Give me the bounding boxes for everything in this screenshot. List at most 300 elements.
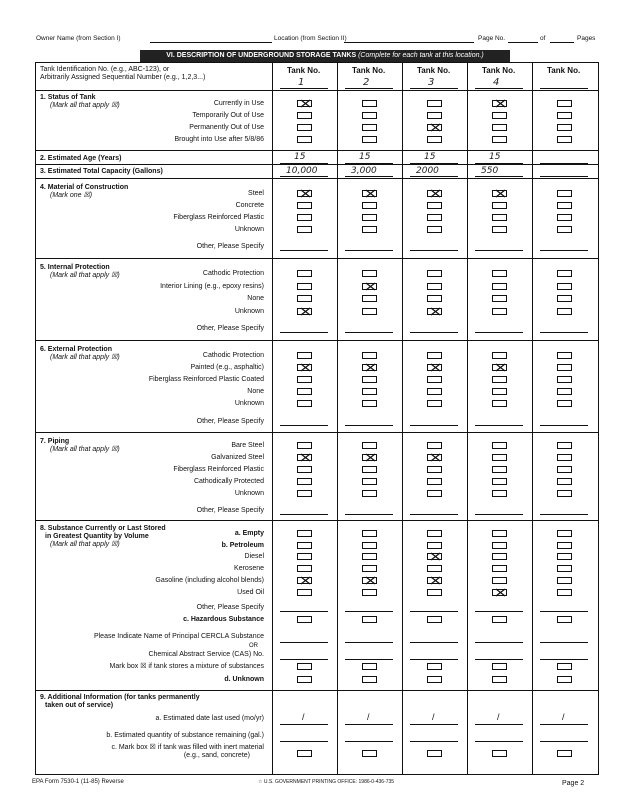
internal-protection-checkbox[interactable] [362, 295, 377, 302]
section-title: VI. DESCRIPTION OF UNDERGROUND STORAGE TANKS [166, 52, 357, 59]
row-divider [35, 90, 599, 91]
external-protection-other-field[interactable] [410, 418, 458, 426]
mixture-checkbox[interactable] [427, 663, 442, 670]
material-note: (Mark one ☒) [50, 192, 93, 199]
mixture-checkbox[interactable] [557, 663, 572, 670]
piping-title: 7. Piping [40, 438, 70, 445]
column-divider-tank-1 [272, 62, 273, 775]
material-checkbox[interactable] [362, 226, 377, 233]
status-checkbox[interactable] [557, 124, 572, 131]
material-checkbox[interactable] [362, 202, 377, 209]
capacity-field[interactable] [410, 169, 458, 177]
page-no-field[interactable] [508, 42, 538, 43]
internal-protection-checkbox[interactable] [362, 283, 377, 290]
external-protection-checkbox[interactable] [362, 364, 377, 371]
petroleum-option-label: Used Oil [237, 589, 264, 596]
empty-checkbox[interactable] [492, 530, 507, 537]
internal-protection-checkbox[interactable] [297, 295, 312, 302]
external-protection-checkbox[interactable] [427, 352, 442, 359]
piping-checkbox[interactable] [492, 442, 507, 449]
capacity-field[interactable] [540, 169, 588, 177]
internal-protection-other-field[interactable] [540, 325, 588, 333]
internal-protection-option-label: None [247, 295, 264, 302]
external-protection-other-field[interactable] [280, 418, 328, 426]
material-checkbox[interactable] [297, 190, 312, 197]
material-other-field[interactable] [540, 243, 588, 251]
status-checkbox[interactable] [427, 124, 442, 131]
substance-title: 8. Substance Currently or Last Stored [40, 525, 166, 532]
internal-protection-checkbox[interactable] [492, 295, 507, 302]
external-protection-option-label: Cathodic Protection [202, 352, 264, 359]
mixture-checkbox[interactable] [362, 663, 377, 670]
material-other-field[interactable] [475, 243, 523, 251]
status-option-label: Currently in Use [213, 100, 264, 107]
row-divider [35, 164, 599, 165]
piping-checkbox[interactable] [492, 466, 507, 473]
cercla-field[interactable] [475, 635, 523, 643]
hazardous-label: c. Hazardous Substance [183, 616, 264, 623]
status-checkbox[interactable] [557, 112, 572, 119]
tank-number-field[interactable] [540, 88, 588, 89]
piping-checkbox[interactable] [362, 490, 377, 497]
external-protection-other-field[interactable] [345, 418, 393, 426]
hazardous-checkbox[interactable] [492, 616, 507, 623]
external-protection-checkbox[interactable] [427, 400, 442, 407]
petroleum-other-field[interactable] [540, 604, 588, 612]
internal-protection-checkbox[interactable] [557, 295, 572, 302]
tank-no-header: Tank No. [417, 66, 451, 75]
material-other-field[interactable] [345, 243, 393, 251]
unknown-substance-checkbox[interactable] [362, 676, 377, 683]
tank-number-field[interactable] [280, 88, 328, 89]
external-protection-checkbox[interactable] [362, 388, 377, 395]
row-divider [35, 432, 599, 433]
internal-protection-checkbox[interactable] [427, 295, 442, 302]
status-checkbox[interactable] [297, 112, 312, 119]
external-protection-option-label: None [247, 388, 264, 395]
petroleum-option-checkbox[interactable] [427, 577, 442, 584]
internal-protection-checkbox[interactable] [492, 308, 507, 315]
quantity-remaining-field[interactable] [280, 734, 328, 742]
piping-other-field[interactable] [280, 507, 328, 515]
external-protection-option-label: Unknown [234, 400, 264, 407]
piping-checkbox[interactable] [427, 466, 442, 473]
internal-protection-checkbox[interactable] [427, 270, 442, 277]
empty-checkbox[interactable] [297, 530, 312, 537]
inert-fill-checkbox[interactable] [492, 750, 507, 757]
material-checkbox[interactable] [362, 214, 377, 221]
piping-checkbox[interactable] [557, 454, 572, 461]
piping-other-field[interactable] [540, 507, 588, 515]
estimated-age-field[interactable] [345, 156, 393, 164]
status-option-label: Permanently Out of Use [189, 124, 264, 131]
external-protection-checkbox[interactable] [297, 400, 312, 407]
petroleum-option-label: Gasoline (including alcohol blends) [155, 577, 264, 584]
piping-checkbox[interactable] [297, 490, 312, 497]
internal-protection-other-field[interactable] [280, 325, 328, 333]
material-checkbox[interactable] [427, 190, 442, 197]
piping-checkbox[interactable] [492, 454, 507, 461]
status-checkbox[interactable] [492, 124, 507, 131]
piping-option-label: Galvanized Steel [211, 454, 264, 461]
checkmark-x-icon [428, 576, 443, 585]
section-banner [140, 50, 510, 62]
status-checkbox[interactable] [427, 112, 442, 119]
internal-protection-checkbox[interactable] [557, 270, 572, 277]
piping-other-label: Other, Please Specify [196, 507, 264, 514]
page-count-field[interactable] [550, 42, 574, 43]
petroleum-option-checkbox[interactable] [362, 577, 377, 584]
checkmark-x-icon [428, 552, 443, 561]
external-protection-checkbox[interactable] [557, 376, 572, 383]
piping-checkbox[interactable] [297, 478, 312, 485]
material-checkbox[interactable] [297, 214, 312, 221]
petroleum-option-checkbox[interactable] [427, 553, 442, 560]
external-protection-option-label: Fiberglass Reinforced Plastic Coated [148, 376, 264, 383]
estimated-age-field[interactable] [410, 156, 458, 164]
tank-no-header: Tank No. [482, 66, 516, 75]
cercla-field[interactable] [280, 635, 328, 643]
unknown-substance-checkbox[interactable] [557, 676, 572, 683]
petroleum-checkbox[interactable] [362, 542, 377, 549]
material-checkbox[interactable] [492, 190, 507, 197]
external-protection-checkbox[interactable] [492, 400, 507, 407]
petroleum-option-checkbox[interactable] [297, 589, 312, 596]
material-option-label: Unknown [234, 226, 264, 233]
status-checkbox[interactable] [557, 136, 572, 143]
status-checkbox[interactable] [362, 112, 377, 119]
external-protection-other-field[interactable] [540, 418, 588, 426]
tank-number-field[interactable] [475, 88, 523, 89]
external-protection-checkbox[interactable] [557, 388, 572, 395]
petroleum-option-checkbox[interactable] [427, 589, 442, 596]
cas-field[interactable] [345, 652, 393, 660]
checkmark-x-icon [298, 99, 313, 108]
unknown-substance-checkbox[interactable] [492, 676, 507, 683]
tank-number-value: 4 [493, 77, 500, 88]
internal-protection-option-label: Unknown [234, 308, 264, 315]
estimated-age-field[interactable] [540, 156, 588, 164]
empty-checkbox[interactable] [427, 530, 442, 537]
piping-checkbox[interactable] [427, 478, 442, 485]
material-checkbox[interactable] [492, 214, 507, 221]
inert-fill-checkbox[interactable] [297, 750, 312, 757]
checkmark-x-icon [493, 99, 508, 108]
tank-id-label-2: Arbitrarily Assigned Sequential Number (e.g., 1,2,3...) [40, 74, 206, 81]
status-checkbox[interactable] [362, 100, 377, 107]
petroleum-option-checkbox[interactable] [492, 565, 507, 572]
internal-protection-checkbox[interactable] [297, 283, 312, 290]
internal-protection-checkbox[interactable] [557, 308, 572, 315]
cercla-field[interactable] [410, 635, 458, 643]
external-protection-checkbox[interactable] [362, 400, 377, 407]
internal-protection-other-field[interactable] [410, 325, 458, 333]
piping-other-field[interactable] [475, 507, 523, 515]
piping-checkbox[interactable] [557, 490, 572, 497]
material-checkbox[interactable] [427, 214, 442, 221]
inert-fill-checkbox[interactable] [427, 750, 442, 757]
piping-other-field[interactable] [345, 507, 393, 515]
capacity-value: 10,000 [286, 166, 318, 176]
internal-protection-other-label: Other, Please Specify [196, 325, 264, 332]
external-protection-checkbox[interactable] [557, 400, 572, 407]
status-checkbox[interactable] [297, 100, 312, 107]
petroleum-option-checkbox[interactable] [427, 565, 442, 572]
piping-note: (Mark all that apply ☒) [50, 446, 120, 453]
row-divider [35, 178, 599, 179]
internal-protection-checkbox[interactable] [492, 270, 507, 277]
substance-note: (Mark all that apply ☒) [50, 541, 120, 548]
checkmark-x-icon [428, 453, 443, 462]
cercla-field[interactable] [345, 635, 393, 643]
material-checkbox[interactable] [427, 202, 442, 209]
row-divider [35, 520, 599, 521]
cercla-field[interactable] [540, 635, 588, 643]
material-checkbox[interactable] [557, 202, 572, 209]
internal-protection-checkbox[interactable] [492, 283, 507, 290]
tank-id-label: Tank Identification No. (e.g., ABC-123), or [40, 66, 170, 73]
petroleum-option-label: Kerosene [234, 565, 264, 572]
external-protection-checkbox[interactable] [557, 364, 572, 371]
checkmark-x-icon [363, 363, 378, 372]
internal-protection-note: (Mark all that apply ☒) [50, 272, 120, 279]
status-checkbox[interactable] [362, 136, 377, 143]
internal-protection-title: 5. Internal Protection [40, 264, 110, 271]
tank-number-field[interactable] [410, 88, 458, 89]
status-checkbox[interactable] [492, 100, 507, 107]
internal-protection-checkbox[interactable] [557, 283, 572, 290]
page-no-label: Page No. [478, 35, 506, 42]
material-other-label: Other, Please Specify [196, 243, 264, 250]
petroleum-option-checkbox[interactable] [297, 577, 312, 584]
checkmark-x-icon [428, 307, 443, 316]
empty-checkbox[interactable] [362, 530, 377, 537]
petroleum-checkbox[interactable] [492, 542, 507, 549]
capacity-value: 3,000 [351, 166, 377, 176]
additional-info-title-2: taken out of service) [45, 702, 114, 709]
capacity-field[interactable] [280, 169, 328, 177]
mixture-checkbox[interactable] [297, 663, 312, 670]
cas-field[interactable] [540, 652, 588, 660]
mixture-label: Mark box ☒ if tank stores a mixture of substances [109, 663, 264, 670]
petroleum-option-checkbox[interactable] [297, 553, 312, 560]
inert-fill-label: c. Mark box ☒ if tank was filled with inert material [111, 744, 264, 751]
internal-protection-checkbox[interactable] [427, 308, 442, 315]
checkmark-x-icon [428, 363, 443, 372]
petroleum-other-field[interactable] [410, 604, 458, 612]
external-protection-checkbox[interactable] [492, 376, 507, 383]
external-protection-checkbox[interactable] [297, 388, 312, 395]
quantity-remaining-label: b. Estimated quantity of substance remaining (gal.) [106, 732, 264, 739]
internal-protection-option-label: Interior Lining (e.g., epoxy resins) [160, 283, 264, 290]
material-option-label: Steel [248, 190, 264, 197]
checkmark-x-icon [363, 282, 378, 291]
external-protection-checkbox[interactable] [492, 352, 507, 359]
petroleum-other-field[interactable] [280, 604, 328, 612]
material-other-field[interactable] [410, 243, 458, 251]
piping-checkbox[interactable] [427, 442, 442, 449]
cas-field[interactable] [280, 652, 328, 660]
row-divider [35, 150, 599, 151]
petroleum-option-checkbox[interactable] [557, 589, 572, 596]
tank-number-value: 1 [298, 77, 305, 88]
material-checkbox[interactable] [362, 190, 377, 197]
quantity-remaining-field[interactable] [345, 734, 393, 742]
petroleum-checkbox[interactable] [557, 542, 572, 549]
piping-checkbox[interactable] [362, 478, 377, 485]
piping-other-field[interactable] [410, 507, 458, 515]
material-checkbox[interactable] [557, 214, 572, 221]
external-protection-checkbox[interactable] [492, 388, 507, 395]
inert-fill-checkbox[interactable] [362, 750, 377, 757]
date-separator: / [367, 712, 370, 722]
date-separator: / [562, 712, 565, 722]
empty-checkbox[interactable] [557, 530, 572, 537]
external-protection-checkbox[interactable] [297, 376, 312, 383]
status-checkbox[interactable] [362, 124, 377, 131]
empty-label: a. Empty [234, 530, 264, 537]
date-separator: / [497, 712, 500, 722]
status-checkbox[interactable] [492, 136, 507, 143]
location-field[interactable] [344, 42, 474, 43]
column-divider-tank-2 [337, 62, 338, 775]
petroleum-option-checkbox[interactable] [297, 565, 312, 572]
status-checkbox[interactable] [297, 136, 312, 143]
owner-name-label: Owner Name (from Section I) [36, 35, 121, 42]
unknown-substance-checkbox[interactable] [297, 676, 312, 683]
piping-checkbox[interactable] [557, 466, 572, 473]
external-protection-other-field[interactable] [475, 418, 523, 426]
piping-checkbox[interactable] [492, 478, 507, 485]
checkmark-x-icon [298, 363, 313, 372]
petroleum-option-checkbox[interactable] [557, 577, 572, 584]
location-label: Location (from Section II) [274, 35, 347, 42]
piping-checkbox[interactable] [427, 454, 442, 461]
status-option-label: Temporarily Out of Use [192, 112, 264, 119]
external-protection-checkbox[interactable] [557, 352, 572, 359]
row-divider [35, 340, 599, 341]
estimated-age-field[interactable] [475, 156, 523, 164]
petroleum-option-checkbox[interactable] [492, 589, 507, 596]
hazardous-checkbox[interactable] [362, 616, 377, 623]
external-protection-title: 6. External Protection [40, 346, 112, 353]
inert-fill-checkbox[interactable] [557, 750, 572, 757]
piping-option-label: Fiberglass Reinforced Plastic [173, 466, 264, 473]
petroleum-other-field[interactable] [345, 604, 393, 612]
status-checkbox[interactable] [557, 100, 572, 107]
hazardous-checkbox[interactable] [297, 616, 312, 623]
material-checkbox[interactable] [297, 226, 312, 233]
quantity-remaining-field[interactable] [540, 734, 588, 742]
external-protection-checkbox[interactable] [297, 364, 312, 371]
piping-checkbox[interactable] [427, 490, 442, 497]
internal-protection-checkbox[interactable] [297, 270, 312, 277]
internal-protection-checkbox[interactable] [362, 270, 377, 277]
tank-number-field[interactable] [345, 88, 393, 89]
piping-checkbox[interactable] [492, 490, 507, 497]
internal-protection-checkbox[interactable] [427, 283, 442, 290]
status-checkbox[interactable] [427, 100, 442, 107]
material-checkbox[interactable] [297, 202, 312, 209]
checkmark-x-icon [298, 576, 313, 585]
status-checkbox[interactable] [427, 136, 442, 143]
estimated-age-field[interactable] [280, 156, 328, 164]
petroleum-other-field[interactable] [475, 604, 523, 612]
unknown-substance-checkbox[interactable] [427, 676, 442, 683]
petroleum-checkbox[interactable] [427, 542, 442, 549]
pages-label: Pages [577, 35, 596, 42]
external-protection-checkbox[interactable] [427, 376, 442, 383]
owner-name-field[interactable] [150, 42, 272, 43]
material-checkbox[interactable] [492, 202, 507, 209]
column-divider-tank-5 [532, 62, 533, 775]
petroleum-option-checkbox[interactable] [557, 565, 572, 572]
cas-field[interactable] [475, 652, 523, 660]
mixture-checkbox[interactable] [492, 663, 507, 670]
capacity-field[interactable] [345, 169, 393, 177]
checkmark-x-icon [363, 576, 378, 585]
cas-field[interactable] [410, 652, 458, 660]
internal-protection-other-field[interactable] [475, 325, 523, 333]
material-checkbox[interactable] [557, 226, 572, 233]
capacity-field[interactable] [475, 169, 523, 177]
petroleum-option-label: Diesel [244, 553, 264, 560]
external-protection-checkbox[interactable] [492, 364, 507, 371]
material-checkbox[interactable] [557, 190, 572, 197]
piping-checkbox[interactable] [297, 442, 312, 449]
status-checkbox[interactable] [297, 124, 312, 131]
checkmark-x-icon [428, 123, 443, 132]
petroleum-option-checkbox[interactable] [557, 553, 572, 560]
external-protection-checkbox[interactable] [427, 388, 442, 395]
piping-checkbox[interactable] [297, 466, 312, 473]
piping-checkbox[interactable] [362, 442, 377, 449]
quantity-remaining-field[interactable] [475, 734, 523, 742]
date-last-used-label: a. Estimated date last used (mo/yr) [155, 715, 264, 722]
material-other-field[interactable] [280, 243, 328, 251]
hazardous-checkbox[interactable] [557, 616, 572, 623]
internal-protection-other-field[interactable] [345, 325, 393, 333]
hazardous-checkbox[interactable] [427, 616, 442, 623]
cercla-label: Please Indicate Name of Principal CERCLA Substance [93, 633, 264, 640]
external-protection-checkbox[interactable] [297, 352, 312, 359]
material-checkbox[interactable] [492, 226, 507, 233]
piping-checkbox[interactable] [362, 454, 377, 461]
checkmark-x-icon [298, 307, 313, 316]
petroleum-checkbox[interactable] [297, 542, 312, 549]
external-protection-checkbox[interactable] [362, 376, 377, 383]
external-protection-checkbox[interactable] [427, 364, 442, 371]
estimated-age-title: 2. Estimated Age (Years) [40, 155, 122, 162]
internal-protection-checkbox[interactable] [297, 308, 312, 315]
internal-protection-checkbox[interactable] [362, 308, 377, 315]
petroleum-option-checkbox[interactable] [362, 589, 377, 596]
petroleum-option-checkbox[interactable] [492, 553, 507, 560]
material-checkbox[interactable] [427, 226, 442, 233]
capacity-value: 550 [481, 166, 499, 176]
piping-checkbox[interactable] [362, 466, 377, 473]
status-checkbox[interactable] [492, 112, 507, 119]
petroleum-option-checkbox[interactable] [362, 553, 377, 560]
petroleum-option-checkbox[interactable] [492, 577, 507, 584]
petroleum-option-checkbox[interactable] [362, 565, 377, 572]
external-protection-checkbox[interactable] [362, 352, 377, 359]
material-title: 4. Material of Construction [40, 184, 129, 191]
piping-checkbox[interactable] [557, 442, 572, 449]
quantity-remaining-field[interactable] [410, 734, 458, 742]
piping-checkbox[interactable] [557, 478, 572, 485]
piping-checkbox[interactable] [297, 454, 312, 461]
